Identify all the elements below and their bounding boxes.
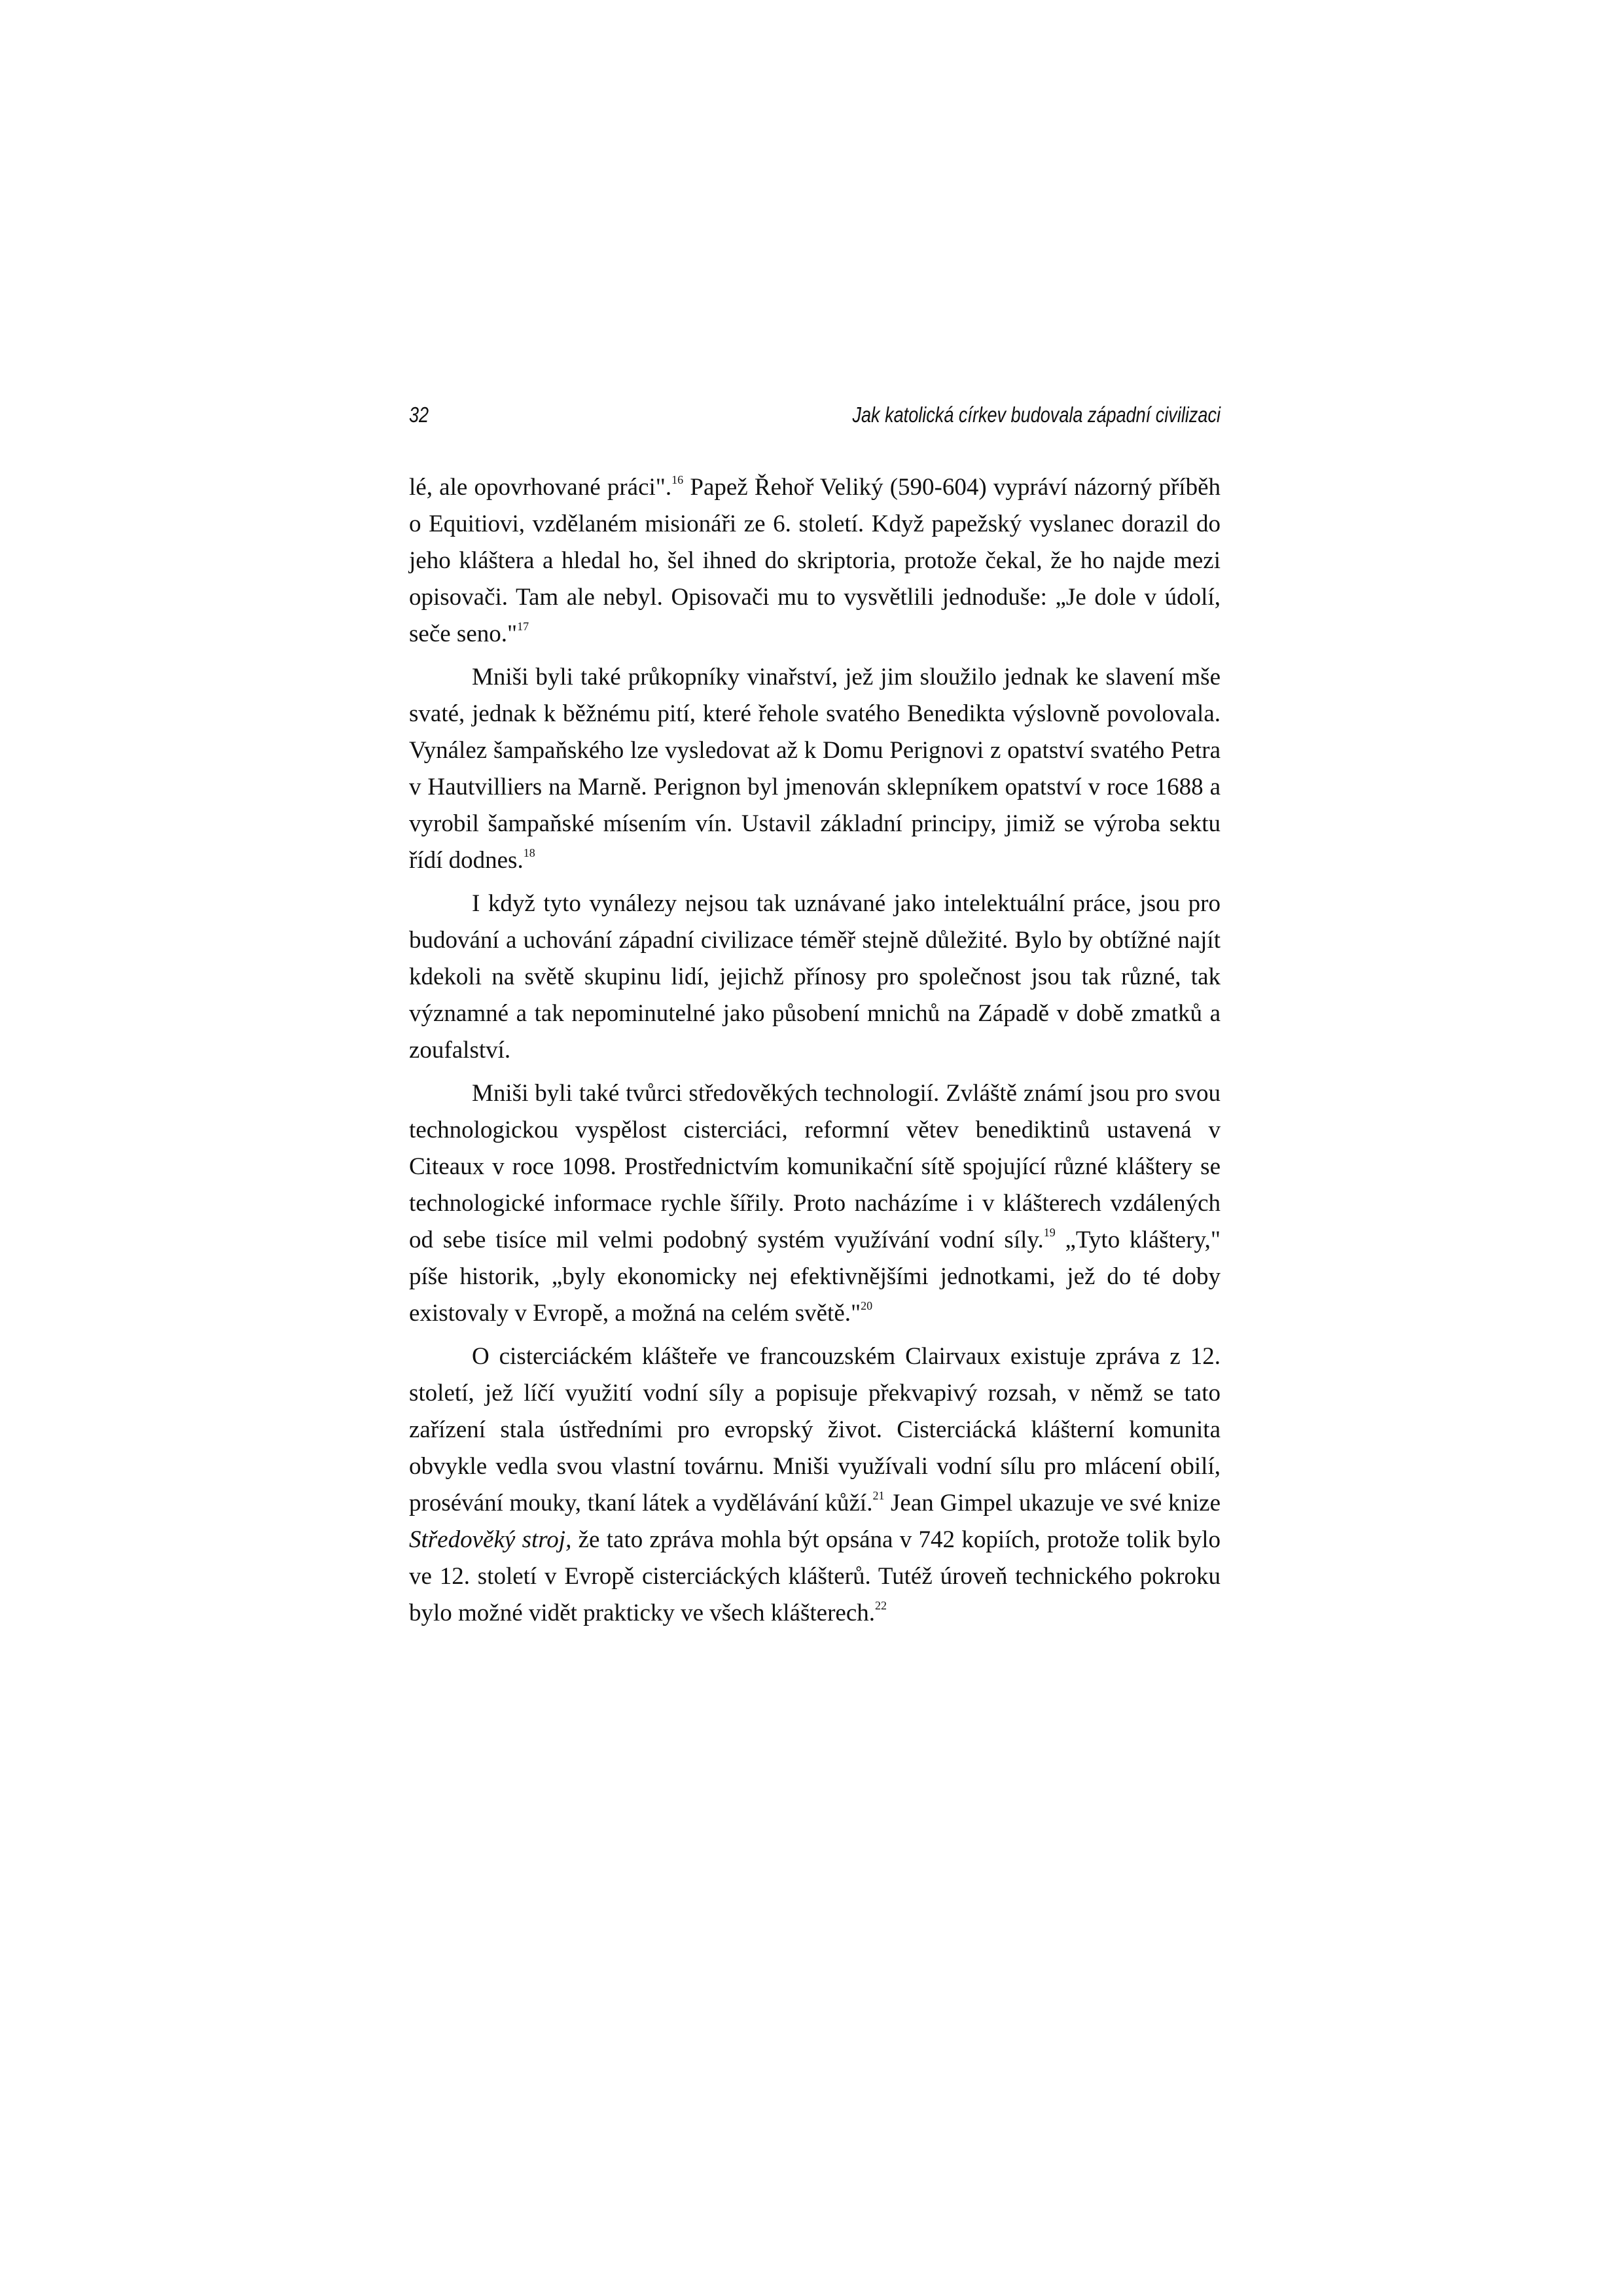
book-page	[409, 403, 1221, 1638]
paragraph	[409, 469, 1221, 653]
paragraph	[409, 1338, 1221, 1632]
text-run: lé, ale opovrhované práci".	[409, 474, 672, 501]
body-text	[409, 469, 1221, 1632]
text-run: že tato zpráva mohla být opsána v 742 kopiích, protože tolik bylo ve 12. století v Evropě cisterciáckých klášterů. Tutéž úroveň technického pokroku bylo možné vidět prakticky ve všech klášterech.	[409, 1526, 1221, 1626]
paragraph	[409, 659, 1221, 879]
running-head	[409, 403, 1221, 435]
text-run: Papež Řehoř Veliký (590-604) vypráví názorný příběh o Equitiovi, vzdělaném misionáři ze 6. století. Když papežský vyslanec dorazil do jeho kláštera a hledal ho, šel ihned do skriptoria, protože čekal, že ho najde mezi opisovači. Tam ale nebyl. Opisovači mu to vysvětlili jednoduše: „Je dole v údolí, seče seno."	[409, 474, 1221, 647]
text-run: I když tyto vynálezy nejsou tak uznávané jako intelektuální práce, jsou pro budování a uchování západní civilizace téměř stejně důležité. Bylo by obtížné najít kdekoli na světě skupinu lidí, jejichž přínosy pro společnost jsou tak různé, tak významné a tak nepominutelné jako působení mnichů na Západě v době zmatků a zoufalství.	[409, 890, 1221, 1064]
footnote-marker: 16	[671, 473, 684, 486]
paragraph	[409, 1075, 1221, 1332]
book-title: Středověký stroj,	[409, 1526, 572, 1553]
text-run: Mniši byli také průkopníky vinařství, jež jim sloužilo jednak ke slavení mše svaté, jednak k běžnému pití, které řehole svatého Benedikta výslovně povolovala. Vynález šampaňského lze vysledovat až k Domu Perignovi z opatství svatého Petra v Hautvilliers na Marně. Perignon byl jmenován sklepníkem opatství v roce 1688 a vyrobil šampaňské mísením vín. Ustavil základní principy, jimiž se výroba sektu řídí dodnes.	[409, 664, 1221, 874]
footnote-marker: 17	[517, 620, 529, 633]
text-run: Mniši byli také tvůrci středověkých technologií. Zvláště známí jsou pro svou technologickou vyspělost cisterciáci, reformní větev benediktinů ustavená v Citeaux v roce 1098. Prostřednictvím komunikační sítě spojující různé kláštery se technologické informace rychle šířily. Proto nacházíme i v klášterech vzdálených od sebe tisíce mil velmi podobný systém využívání vodní síly.	[409, 1080, 1221, 1253]
page-number: 32	[409, 403, 429, 427]
paragraph	[409, 886, 1221, 1069]
footnote-marker: 22	[875, 1599, 887, 1612]
footnote-marker: 20	[861, 1299, 873, 1312]
text-run: O cisterciáckém klášteře ve francouzském Clairvaux existuje zpráva z 12. století, jež líčí využití vodní síly a popisuje překvapivý rozsah, v němž se tato zařízení stala ústředními pro evropský život. Cisterciácká klášterní komunita obvykle vedla svou vlastní továrnu. Mniši využívali vodní sílu pro mlácení obilí, prosévání mouky, tkaní látek a vydělávání kůží.	[409, 1343, 1221, 1516]
text-run: Jean Gimpel ukazuje ve své knize	[884, 1490, 1221, 1516]
running-title: Jak katolická církev budovala západní civilizaci	[852, 403, 1221, 427]
footnote-marker: 19	[1043, 1226, 1056, 1239]
footnote-marker: 18	[523, 846, 535, 859]
footnote-marker: 21	[872, 1489, 885, 1502]
text-run: „Tyto kláštery," píše historik, „byly ekonomicky nej efektivnějšími jednotkami, jež do té doby existovaly v Evropě, a možná na celém světě."	[409, 1227, 1221, 1327]
